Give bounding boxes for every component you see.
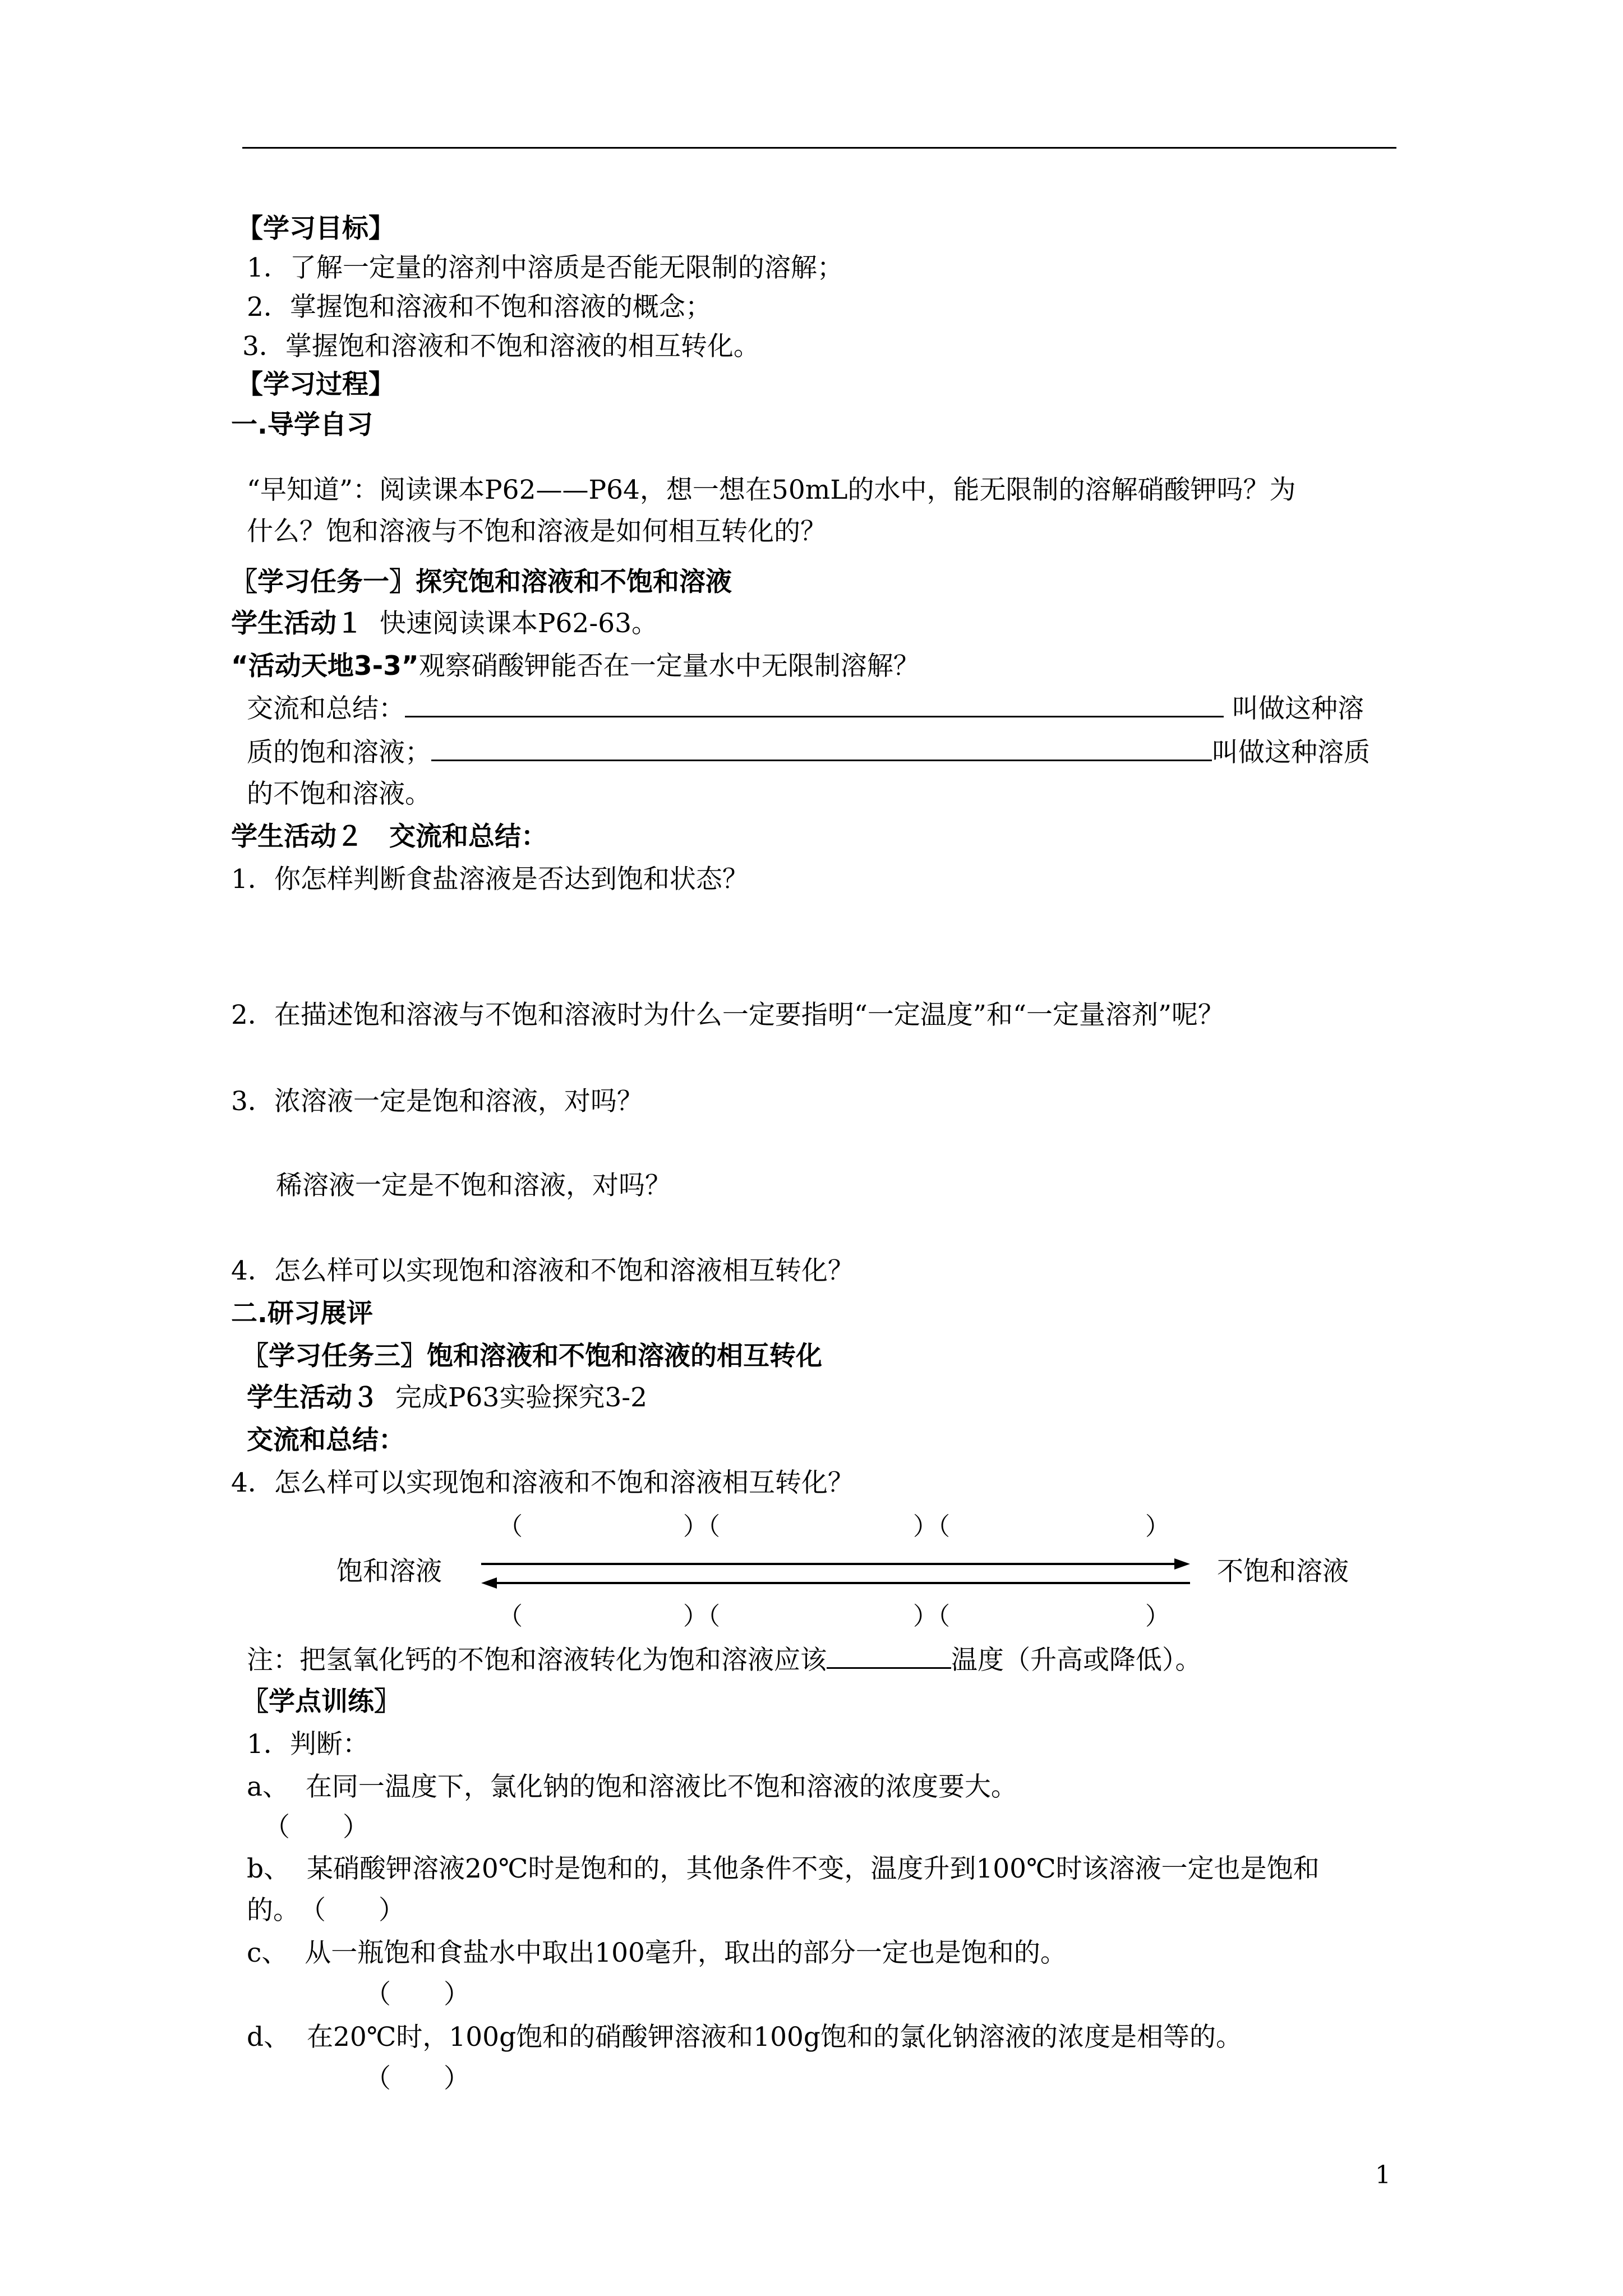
summary-suffix-2: 叫做这种溶质 [1212, 737, 1370, 768]
section2-heading: 二.研习展评 [231, 1298, 373, 1329]
activity-tiandi [231, 650, 920, 683]
question-4-repeat: 4．怎么样可以实现饱和溶液和不饱和溶液相互转化？ [231, 1467, 854, 1498]
judge-item-d [247, 2021, 1242, 2054]
summary-heading-2: 交流和总结： [247, 1425, 405, 1456]
question-3b: 稀溶液一定是不饱和溶液，对吗？ [276, 1170, 671, 1201]
bottom-bracket-4: ） [1145, 1602, 1170, 1631]
question-1: 1．你怎样判断食盐溶液是否达到饱和状态？ [231, 864, 749, 895]
training-heading: 〖学点训练〗 [242, 1686, 400, 1717]
section1-heading: 一.导学自习 [231, 409, 373, 440]
summary-blank-1[interactable] [405, 691, 1224, 717]
activity1-text: 快速阅读课本P62-63。 [379, 608, 658, 639]
activity3 [247, 1381, 647, 1415]
intro-line-2: 什么？饱和溶液与不饱和溶液是如何相互转化的？ [247, 516, 827, 547]
top-bracket-2: ）（ [683, 1512, 720, 1541]
arrow-left-icon [481, 1575, 1190, 1591]
task3-heading: 〖学习任务三〗饱和溶液和不饱和溶液的相互转化 [242, 1341, 822, 1372]
summary-line-2 [247, 735, 1370, 770]
page-number: 1 [1375, 2161, 1391, 2189]
judge-text-d: 在20℃时，100g饱和的硝酸钾溶液和100g饱和的氯化钠溶液的浓度是相等的。 [306, 2022, 1242, 2053]
arrow-right-icon [481, 1556, 1190, 1572]
judge-label-d: d、 [247, 2022, 291, 2053]
bottom-bracket-3: ）（ [913, 1602, 950, 1631]
activity-tiandi-label: “活动天地3-3” [231, 651, 419, 682]
summary-line-1 [247, 691, 1364, 726]
header-rule [242, 147, 1396, 149]
activity1 [231, 607, 658, 641]
summary-prefix: 交流和总结： [247, 693, 405, 724]
judge-item-c [247, 1936, 1067, 1970]
judge-cont-b: 的。 （ ） [247, 1895, 405, 1926]
unsaturated-label: 不饱和溶液 [1217, 1556, 1349, 1587]
judge-paren-d: （ ） [365, 2063, 470, 2094]
top-bracket-4: ） [1145, 1512, 1170, 1541]
top-bracket-3: ）（ [913, 1512, 950, 1541]
summary-line2-prefix: 质的饱和溶液； [247, 737, 431, 768]
summary-line-3: 的不饱和溶液。 [247, 779, 431, 809]
activity1-label: 学生活动１ [231, 608, 363, 639]
note-suffix: 温度（升高或降低）。 [951, 1645, 1202, 1676]
note-prefix: 注：把氢氧化钙的不饱和溶液转化为饱和溶液应该 [247, 1645, 827, 1676]
goal-item-1: 1．了解一定量的溶剂中溶质是否能无限制的溶解； [247, 252, 843, 283]
training-intro: 1．判断： [247, 1729, 369, 1760]
judge-paren-c: （ ） [365, 1979, 470, 2010]
top-bracket-1: （ [498, 1512, 523, 1541]
judge-item-a [247, 1770, 1017, 1804]
judge-text-c: 从一瓶饱和食盐水中取出100毫升，取出的部分一定也是饱和的。 [305, 1938, 1067, 1968]
question-4: 4．怎么样可以实现饱和溶液和不饱和溶液相互转化？ [231, 1255, 854, 1286]
goal-item-3: 3．掌握饱和溶液和不饱和溶液的相互转化。 [242, 331, 760, 362]
judge-paren-a: （ ） [264, 1812, 369, 1843]
task1-heading: 〖学习任务一〗探究饱和溶液和不饱和溶液 [231, 567, 732, 597]
question-3: 3．浓溶液一定是饱和溶液，对吗？ [231, 1086, 643, 1117]
question-2: 2．在描述饱和溶液与不饱和溶液时为什么一定要指明“一定温度”和“一定量溶剂”呢？ [231, 1000, 1225, 1030]
judge-item-b [247, 1852, 1320, 1886]
bottom-bracket-2: ）（ [683, 1602, 720, 1631]
intro-line-1: “早知道”：阅读课本P62——P64，想一想在50mL的水中，能无限制的溶解硝酸钾吗？为 [247, 475, 1296, 505]
activity-tiandi-text: 观察硝酸钾能否在一定量水中无限制溶解？ [418, 651, 920, 682]
saturated-label: 饱和溶液 [336, 1556, 442, 1587]
judge-label-c: c、 [247, 1938, 288, 1968]
activity2: 学生活动２ 交流和总结： [231, 821, 547, 852]
note-line [247, 1642, 1202, 1677]
summary-suffix-1: 叫做这种溶 [1232, 693, 1364, 724]
judge-text-b: 某硝酸钾溶液20℃时是饱和的，其他条件不变，温度升到100℃时该溶液一定也是饱和 [306, 1853, 1320, 1884]
judge-text-a: 在同一温度下，氯化钠的饱和溶液比不饱和溶液的浓度要大。 [305, 1772, 1017, 1802]
process-heading: 【学习过程】 [237, 369, 395, 400]
summary-blank-2[interactable] [431, 735, 1212, 761]
bottom-bracket-1: （ [498, 1602, 523, 1631]
judge-label-b: b、 [247, 1853, 291, 1884]
goal-item-2: 2．掌握饱和溶液和不饱和溶液的概念； [247, 292, 712, 323]
goals-heading: 【学习目标】 [237, 213, 395, 244]
note-blank[interactable] [827, 1642, 951, 1669]
judge-label-a: a、 [247, 1772, 289, 1802]
activity3-text: 完成P63实验探究3-2 [395, 1382, 648, 1413]
activity3-label: 学生活动３ [247, 1382, 379, 1413]
